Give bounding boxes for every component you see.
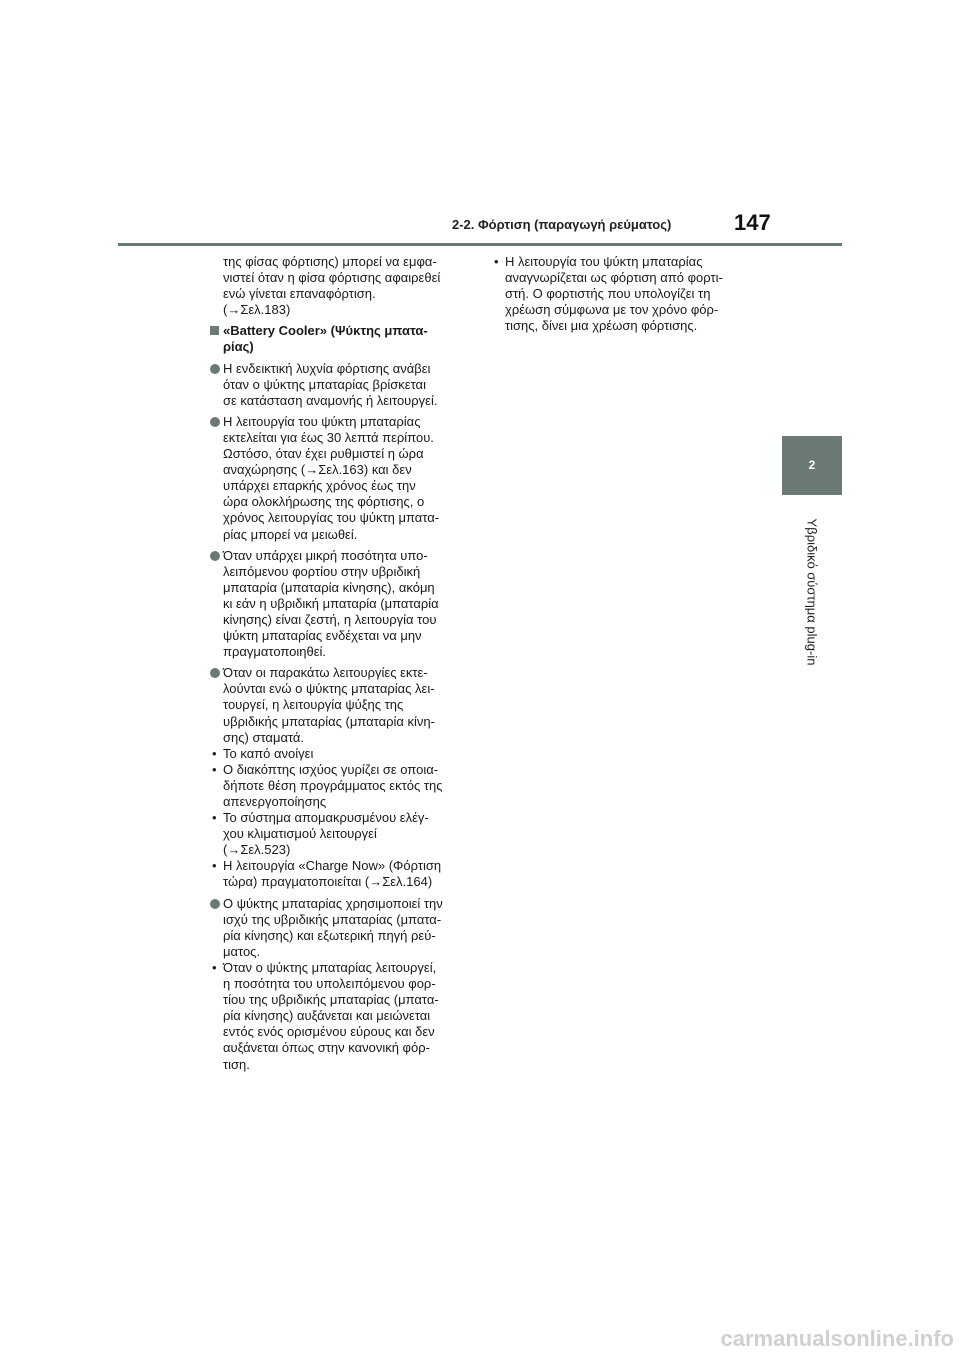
text-line: ψύκτη μπαταρίας ενδέχεται να μην [223,628,422,644]
chapter-label: Υβριδικό σύστημα plug-in [804,518,820,666]
text-line: υβριδικής μπαταρίας (μπαταρία κίνη- [223,713,435,729]
text-line: αυξάνεται όπως στην κανονική φόρ- [223,1040,430,1056]
text-line: τισης, δίνει μια χρέωση φόρτισης. [505,318,698,334]
text-line: Η λειτουργία «Charge Now» (Φόρτιση [223,858,442,874]
watermark-text: carmanualsonline.info [720,1326,954,1351]
circle-bullet-icon [210,364,220,374]
text-line: Η λειτουργία του ψύκτη μπαταρίας [223,413,421,429]
square-bullet-icon [210,326,219,335]
text-line: εκτελείται για έως 30 λεπτά περίπου. [223,429,434,445]
text-line: Η λειτουργία του ψύκτη μπαταρίας [505,254,703,269]
text-line: πραγματοποιηθεί. [223,644,327,660]
heading-line: «Battery Cooler» (Ψύκτης μπατα- [223,323,428,339]
text-line: αναχώρησης (→Σελ.163) και δεν [223,462,412,478]
circle-bullet-icon [210,668,220,678]
bullet-list [210,746,472,891]
info-paragraph-1 [210,361,472,409]
text-line: ενώ γίνεται επαναφόρτιση. [223,286,376,302]
text-line: χου κλιματισμού λειτουργεί [223,826,377,842]
page-number: 147 [734,210,771,235]
text-line: τιση. [223,1056,250,1072]
text-line: η ποσότητα του υπολειπόμενου φορ- [223,976,436,992]
info-paragraph-3 [210,548,472,661]
circle-bullet-icon [210,551,220,561]
text-line: κι εάν η υβριδική μπαταρία (μπαταρία [223,595,439,611]
heading-line: ρίας) [223,339,254,355]
text-line: μπαταρία (μπαταρία κίνησης), ακόμη [223,579,435,595]
text-line: Η ενδεικτική λυχνία φόρτισης ανάβει [223,360,431,376]
text-line: σης) σταματά. [223,729,305,745]
text-line: σε κατάσταση αναμονής ή λειτουργεί. [223,392,438,408]
text-line: Ωστόσο, όταν έχει ρυθμιστεί η ώρα [223,446,424,462]
text-line: τουργεί, η λειτουργία ψύξης της [223,697,404,713]
text-line: κίνησης) είναι ζεστή, η λειτουργία του [223,611,437,627]
intro-paragraph [210,254,472,318]
text-line: ματος. [223,943,261,959]
text-line: Το σύστημα απομακρυσμένου ελέγ- [223,810,429,826]
info-paragraph-5 [210,896,472,960]
text-line: Ο ψύκτης μπαταρίας χρησιμοποιεί την [223,895,443,911]
section-title: 2-2. Φόρτιση (παραγωγή ρεύματος) [452,217,672,232]
text-line: ώρα ολοκλήρωσης της φόρτισης, ο [223,494,425,510]
text-line: χρόνος λειτουργίας του ψύκτη μπατα- [223,510,440,526]
text-line: τώρα) πραγματοποιείται (→Σελ.164) [223,874,433,890]
bullet-dot-icon: • [212,810,217,826]
text-line: όταν ο ψύκτης μπαταρίας βρίσκεται [223,376,426,392]
section-heading [210,323,472,355]
text-line: αναγνωρίζεται ως φόρτιση από φορτι- [505,270,723,286]
left-column [210,254,472,1073]
bullet-dot-icon: • [212,858,217,874]
list-item [210,762,472,810]
bullet-dot-icon: • [212,761,217,777]
text-line: Το καπό ανοίγει [223,745,314,761]
info-paragraph-2 [210,414,472,543]
text-line: Όταν υπάρχει μικρή ποσότητα υπο- [223,547,428,563]
text-line: στή. Ο φορτιστής που υπολογίζει τη [505,286,711,302]
text-line: υπάρχει επαρκής χρόνος έως την [223,478,416,494]
list-item [210,858,472,890]
page-reference: (→Σελ.523) [223,842,291,858]
text-line: Όταν ο ψύκτης μπαταρίας λειτουργεί, [223,959,437,975]
right-column [492,254,762,334]
info-paragraph-4 [210,665,472,745]
list-item [210,810,472,858]
text-line: Όταν οι παρακάτω λειτουργίες εκτε- [223,665,428,681]
text-line: ρία κίνησης) αυξάνεται και μειώνεται [223,1008,431,1024]
list-item [210,746,472,762]
bullet-dot-icon: • [494,254,499,269]
text-line: Ο διακόπτης ισχύος γυρίζει σε οποια- [223,761,439,777]
text-line: νιστεί όταν η φίσα φόρτισης αφαιρεθεί [223,270,441,286]
chapter-tab: 2 [782,436,842,495]
list-item [210,960,472,1073]
bullet-dot-icon: • [212,959,217,975]
text-line: της φίσας φόρτισης) μπορεί να εμφα- [223,254,437,269]
page-reference: (→Σελ.183) [223,302,291,318]
text-line: ρία κίνησης) και εξωτερική πηγή ρεύ- [223,927,436,943]
text-line: εντός ενός ορισμένου εύρους και δεν [223,1024,435,1040]
circle-bullet-icon [210,899,220,909]
header-divider [118,243,842,246]
text-line: ρίας μπορεί να μειωθεί. [223,526,358,542]
text-line: τίου της υβριδικής μπαταρίας (μπατα- [223,992,439,1008]
circle-bullet-icon [210,417,220,427]
list-item [492,254,762,334]
bullet-dot-icon: • [212,745,217,761]
text-line: δήποτε θέση προγράμματος εκτός της [223,777,443,793]
bullet-list [210,960,472,1073]
text-line: ισχύ της υβριδικής μπαταρίας (μπατα- [223,911,442,927]
text-line: απενεργοποίησης [223,794,327,809]
text-line: λειπόμενου φορτίου στην υβριδική [223,563,421,579]
text-line: χρέωση σύμφωνα με τον χρόνο φόρ- [505,302,719,318]
text-line: λούνται ενώ ο ψύκτης μπαταρίας λει- [223,681,435,697]
